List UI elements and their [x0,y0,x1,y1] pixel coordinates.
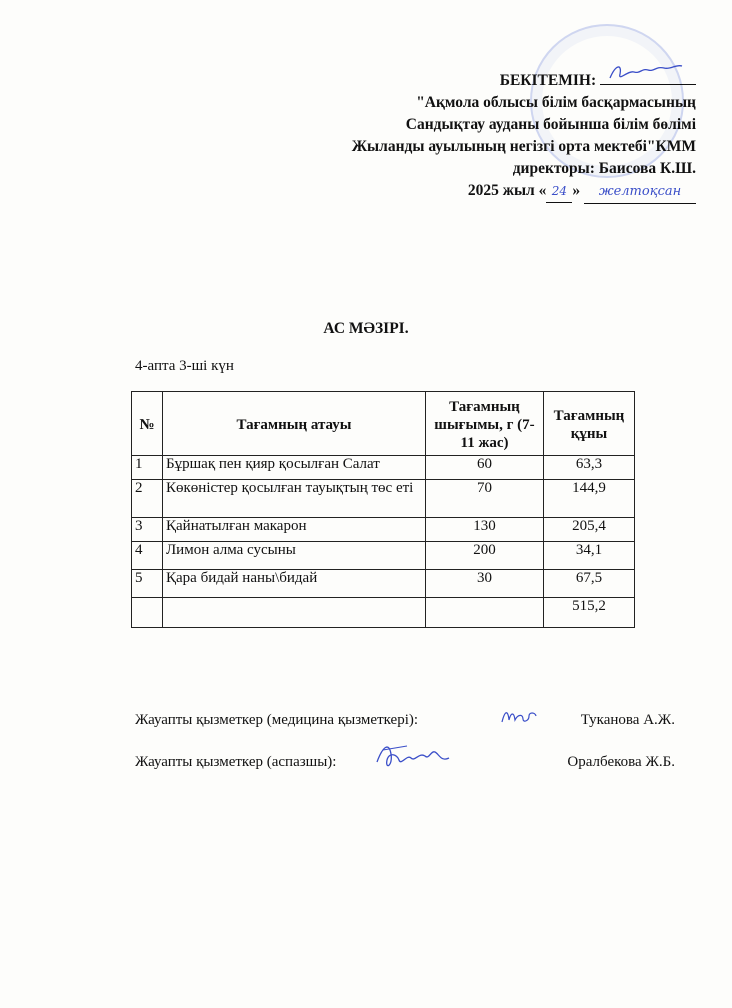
row-number: 5 [132,570,163,598]
table-row [132,480,635,518]
approval-heading-line [352,68,696,92]
approval-line-4: директоры: Баисова К.Ш. [512,160,696,177]
row-yield: 60 [426,456,544,480]
table-row [132,542,635,570]
page-subtitle: 4-апта 3-ші күн [135,358,234,374]
row-dish-name: Лимон алма сусыны [163,542,426,570]
row-yield: 70 [426,480,544,518]
total-price: 515,2 [544,598,635,628]
date-month: желтоқсан [584,181,696,204]
approval-line-2: Сандықтау ауданы бойынша білім бөлімі [405,116,696,133]
row-yield: 30 [426,570,544,598]
medical-name: Туканова А.Ж. [580,712,675,728]
date-suffix: » [572,182,581,199]
row-price: 34,1 [544,542,635,570]
header-price: Тағамның құны [544,392,635,456]
row-price: 63,3 [544,456,635,480]
medical-label: Жауапты қызметкер (медицина қызметкері): [135,712,419,728]
row-number: 4 [132,542,163,570]
footer-cook [135,754,675,771]
cook-label: Жауапты қызметкер (аспазшы): [135,754,337,770]
total-empty-yield [426,598,544,628]
total-empty-number [132,598,163,628]
total-empty-name [163,598,426,628]
approval-line-3: Жыланды ауылының негізгі орта мектебі"КММ [351,138,696,155]
table-header-row [132,392,635,456]
table-row [132,570,635,598]
cook-signature [373,740,453,776]
table-total-row [132,598,635,628]
menu-table [131,391,635,628]
row-number: 2 [132,480,163,518]
row-number: 3 [132,518,163,542]
cook-name: Оралбекова Ж.Б. [567,754,675,770]
row-price: 144,9 [544,480,635,518]
header-dish-name: Тағамның атауы [163,392,426,456]
medical-signature [499,706,539,728]
row-dish-name: Көкөністер қосылған тауықтың төс еті [163,480,426,518]
page-title: АС МӘЗІРІ. [323,320,409,337]
approval-heading: БЕКІТЕМІН: [499,72,597,89]
row-price: 205,4 [544,518,635,542]
row-dish-name: Қара бидай наны\бидай [163,570,426,598]
approval-line-1: "Ақмола облысы білім басқармасының [416,94,696,111]
header-number: № [132,392,163,456]
table-row [132,518,635,542]
row-number: 1 [132,456,163,480]
row-yield: 130 [426,518,544,542]
date-day: 24 [546,180,572,203]
row-price: 67,5 [544,570,635,598]
header-yield: Тағамның шығымы, г (7-11 жас) [426,392,544,456]
table-row [132,456,635,480]
approval-date-line [352,180,696,204]
row-dish-name: Бұршақ пен қияр қосылған Салат [163,456,426,480]
approval-block [352,68,696,204]
row-yield: 200 [426,542,544,570]
footer-medical [135,712,675,729]
date-prefix: 2025 жыл « [467,182,547,199]
row-dish-name: Қайнатылған макарон [163,518,426,542]
director-signature [600,68,696,85]
